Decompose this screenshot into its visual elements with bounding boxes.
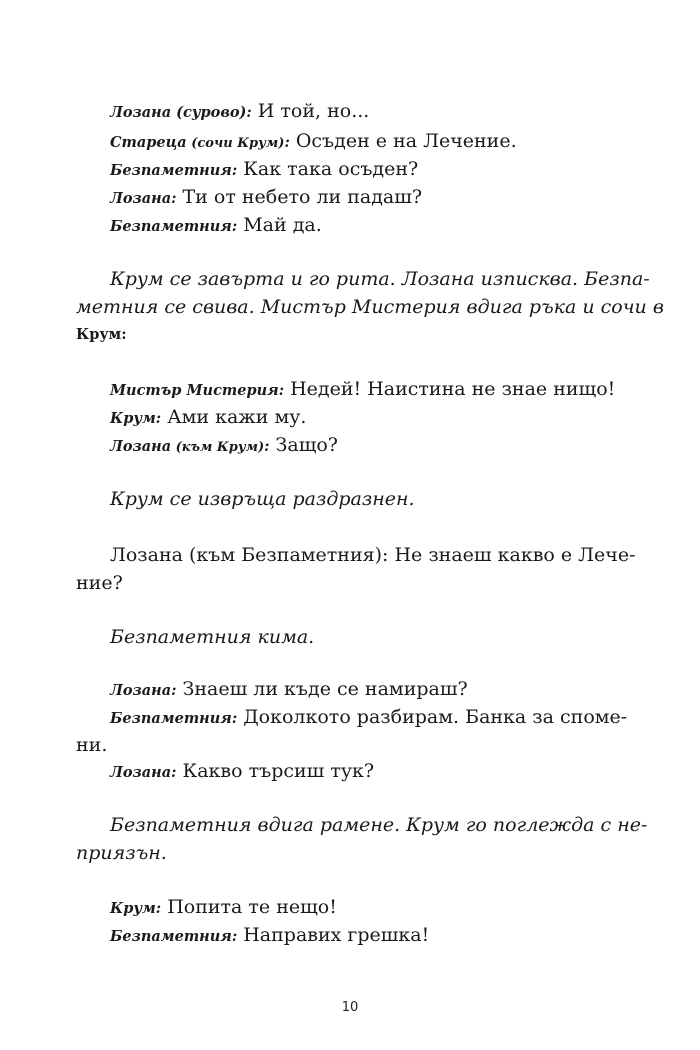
colon: : [155, 900, 162, 917]
stage-direction: Безпаметния вдига рамене. Крум го поглежда с не- [110, 814, 648, 836]
dialogue-line [110, 214, 322, 236]
line-text: Направих грешка! [237, 924, 430, 946]
stage-direction: метния се свива. Мистър Мистерия вдига ръка и сочи в [76, 296, 664, 318]
speaker-name: Мистър Мистерия [110, 382, 279, 399]
stage-aside: (към Крум) [175, 440, 265, 455]
dialogue-continuation: ни. [76, 734, 108, 756]
dialogue-line [110, 706, 627, 728]
speaker-name: Лозана [110, 682, 172, 699]
speaker-name: Крум [110, 900, 156, 917]
line-text: И той, но... [251, 100, 370, 122]
stage-direction: Крум се извръща раздразнен. [110, 488, 415, 510]
colon: : [171, 682, 177, 699]
dialogue-line [110, 896, 337, 918]
speaker-name: Стареца [110, 134, 187, 151]
line-text: Май да. [237, 214, 322, 236]
colon: : [246, 104, 252, 121]
dialogue-line [110, 186, 422, 208]
line-text: Защо? [269, 434, 338, 456]
dialogue-line [110, 678, 468, 700]
line-text: Какво търсиш тук? [176, 760, 375, 782]
colon: : [231, 928, 238, 945]
speaker-name: Крум [110, 410, 156, 427]
colon: : [284, 134, 290, 151]
colon: : [231, 710, 238, 727]
narration: ние? [76, 572, 123, 594]
colon: : [171, 764, 177, 781]
colon: : [231, 218, 238, 235]
speaker-name: Лозана [110, 190, 172, 207]
line-text: Осъден е на Лечение. [289, 130, 517, 152]
dialogue-line [110, 434, 338, 456]
colon: : [155, 410, 162, 427]
speaker-name: Лозана [110, 104, 172, 121]
page-number: 10 [341, 1000, 359, 1015]
dialogue-line [110, 760, 374, 782]
line-text: Доколкото разбирам. Банка за спомe- [237, 706, 628, 728]
dialogue-line [110, 158, 418, 180]
dialogue-line [110, 100, 369, 122]
colon: : [171, 190, 177, 207]
narration: Лозана (към Безпаметния): Не знаеш какво е Лече- [110, 544, 636, 566]
speaker-name: Безпаметния [110, 162, 232, 179]
speaker-name: Лозана [110, 764, 172, 781]
speaker-name: Безпаметния [110, 928, 232, 945]
speaker-name: Лозана [110, 438, 172, 455]
line-text: Недей! Наистина не знае нищо! [284, 378, 616, 400]
stage-direction-name: Крум: [76, 326, 127, 343]
line-text: Знаеш ли къде се намираш? [176, 678, 468, 700]
dialogue-line [110, 378, 615, 400]
stage-aside: (сочи Крум) [191, 136, 285, 151]
dialogue-line [110, 130, 517, 152]
line-text: Как така осъден? [237, 158, 419, 180]
line-text: Ами кажи му. [161, 406, 307, 428]
colon: : [278, 382, 285, 399]
line-text: Ти от небето ли падаш? [176, 186, 423, 208]
stage-direction: приязън. [76, 842, 167, 864]
dialogue-line [110, 406, 306, 428]
colon: : [231, 162, 238, 179]
dialogue-line [110, 924, 429, 946]
stage-direction: Крум се завърта и го рита. Лозана изписква. Безпа- [110, 268, 650, 290]
stage-direction: Безпаметния кима. [110, 626, 315, 648]
colon: : [264, 438, 270, 455]
speaker-name: Безпаметния [110, 218, 232, 235]
speaker-name: Безпаметния [110, 710, 232, 727]
line-text: Попита те нещо! [161, 896, 337, 918]
stage-aside: (сурово) [176, 104, 247, 121]
